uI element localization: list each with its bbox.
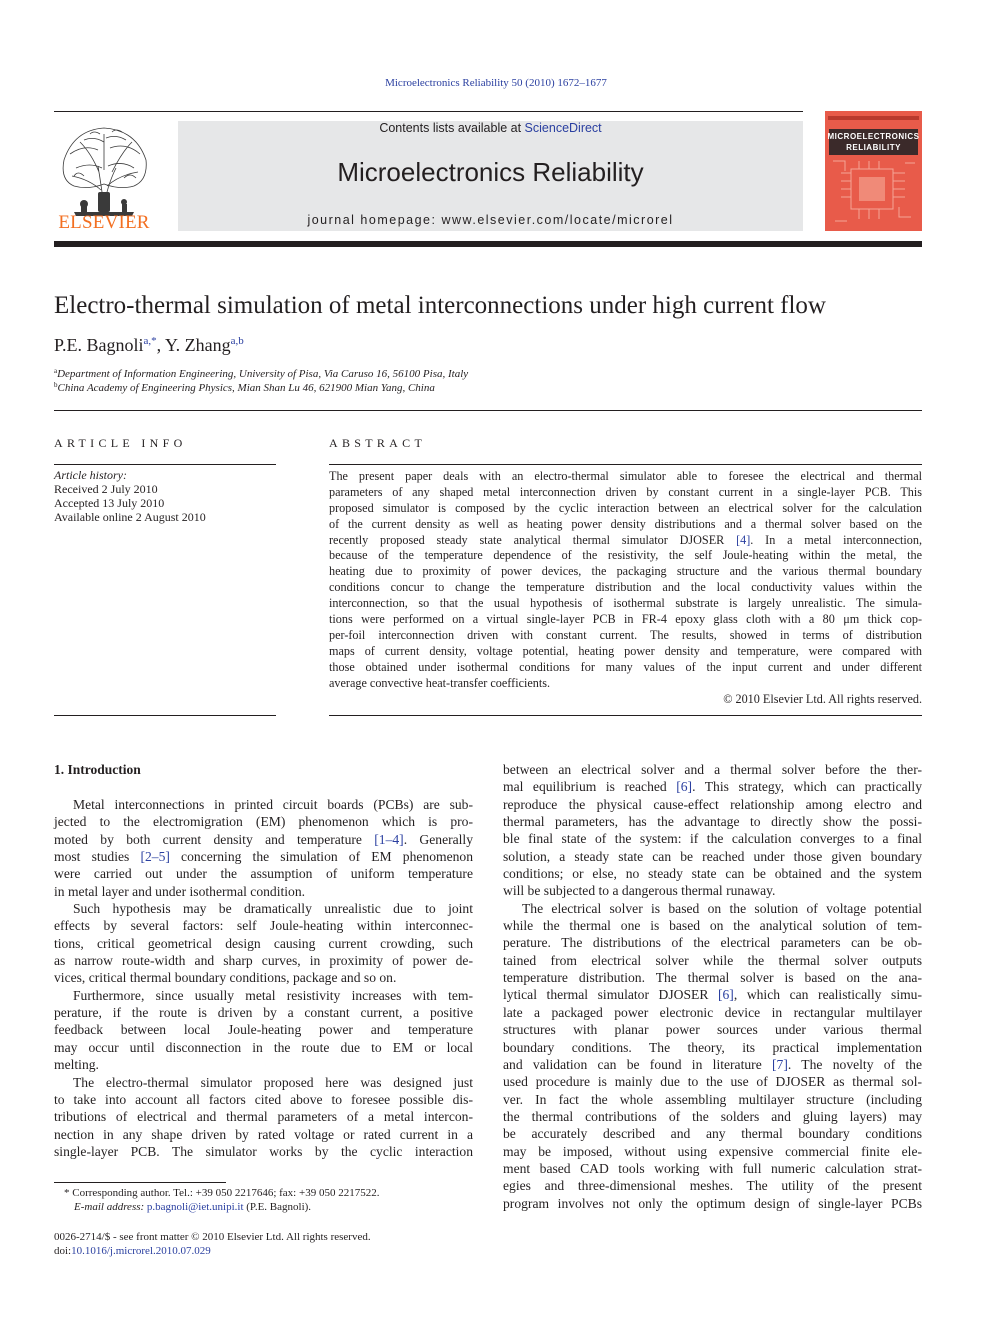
header-thick-rule xyxy=(54,241,922,247)
email-footnote xyxy=(74,1201,311,1213)
abstract-line: recently proposed steady state analytical thermal simulator DJOSER [4]. In a metal interconnection, xyxy=(329,532,922,547)
cover-title-line2: RELIABILITY xyxy=(846,143,901,152)
abstract-bottom-rule xyxy=(329,715,922,716)
body-line: Metal interconnections in printed circuit boards (PCBs) are sub- xyxy=(73,797,473,812)
cover-artwork-icon xyxy=(825,111,922,231)
body-line: effects by several factors: self Joule-heating within interconnec- xyxy=(54,918,473,934)
body-line: lytical thermal simulator DJOSER [6], which can realistically simu- xyxy=(503,987,922,1003)
body-line: will be subjected to a dangerous thermal runaway. xyxy=(503,883,776,899)
abstract-line: proposed simulator is composed by the cyclic interaction between an electrical solver for the calculation xyxy=(329,500,922,515)
body-line: program involves not only the optimum design of single-layer PCBs xyxy=(503,1195,922,1211)
body-line: temperature distribution. The thermal solver is based on the ana- xyxy=(503,970,922,986)
journal-homepage[interactable]: journal homepage: www.elsevier.com/locate/microrel xyxy=(307,213,674,227)
body-line: while the thermal one is based on the analytical solution of tem- xyxy=(503,918,922,934)
body-line: nection in any shape driven by rated voltage or rated current in a xyxy=(54,1126,473,1142)
author-name: Y. Zhang xyxy=(165,335,231,355)
journal-name: Microelectronics Reliability xyxy=(337,157,644,187)
header-rule xyxy=(54,111,803,112)
issn-line: 0026-2714/$ - see front matter © 2010 Elsevier Ltd. All rights reserved. xyxy=(54,1231,371,1243)
affiliation-a xyxy=(54,367,468,380)
copyright-notice: © 2010 Elsevier Ltd. All rights reserved. xyxy=(723,692,922,706)
abstract-line: those obtained under isothermal conditions for many values of the input current and under different xyxy=(329,659,922,674)
affiliation-b xyxy=(54,381,435,394)
body-line: The electrical solver is based on the solution of voltage potential xyxy=(522,900,922,916)
body-line: solution, a steady state can be reached under those given boundary xyxy=(503,848,922,864)
citation-link[interactable]: [6] xyxy=(676,779,693,795)
cover-title-line1: MICROELECTRONICS xyxy=(827,132,920,141)
body-line: ble final state of the system: if the calculation converges to a final xyxy=(503,831,922,847)
journal-header-box xyxy=(178,121,803,231)
history-label: Article history: xyxy=(54,468,127,482)
journal-citation[interactable]: Microelectronics Reliability 50 (2010) 1672–1677 xyxy=(385,77,607,89)
abstract-heading: ABSTRACT xyxy=(329,436,427,450)
affiliation-mark: b xyxy=(54,381,58,389)
corresponding-author-footnote: * Corresponding author. Tel.: +39 050 2217646; fax: +39 050 2217522. xyxy=(64,1187,380,1199)
body-line: perature. The distributions of the electrical parameters can be ob- xyxy=(503,935,922,951)
article-info-heading: ARTICLE INFO xyxy=(54,436,187,450)
contents-availability xyxy=(178,121,803,135)
email-link[interactable]: p.bagnoli@iet.unipi.it xyxy=(146,1201,244,1213)
citation-link[interactable]: [6] xyxy=(717,987,734,1003)
body-line: mal equilibrium is reached [6]. This strategy, which can practically xyxy=(503,779,922,795)
article-title: Electro-thermal simulation of metal interconnections under high current flow xyxy=(54,292,826,319)
abstract-line: of the current density as well as heating power density distributions and a thermal solver based on the xyxy=(329,516,922,531)
body-line: the thermal contributions of the solders and gluing layers) may xyxy=(503,1108,922,1124)
history-accepted: Accepted 13 July 2010 xyxy=(54,496,165,510)
affiliation-mark: a xyxy=(54,367,58,375)
email-suffix: (P.E. Bagnoli). xyxy=(243,1201,312,1213)
abstract-line: tions were performed on a virtual single-layer PCB in FR-4 epoxy glass cloth with a 80 μm thick cop- xyxy=(329,612,922,627)
body-line: thermal parameters, has the advantage to directly show the possi- xyxy=(503,814,922,830)
abstract-line: because of the temperature dependence of the resistivity, the self Joule-heating within the metal, the xyxy=(329,548,922,563)
body-line: tions, critical geometrical design causing current crowding, such xyxy=(54,935,473,951)
body-line: were carried out under the assumption of uniform temperature xyxy=(54,866,473,882)
author-affiliation-mark[interactable]: a,b xyxy=(230,335,244,347)
body-line: as narrow route-width and sharp curves, in proximity of power de- xyxy=(54,953,473,969)
section-heading-introduction: 1. Introduction xyxy=(54,762,141,777)
affiliation-text: China Academy of Engineering Physics, Mian Shan Lu 46, 621900 Mian Yang, China xyxy=(57,382,435,394)
body-line: late a packaged power electronic device in rectangular multilayer xyxy=(503,1004,922,1020)
body-column-left xyxy=(54,796,473,1160)
body-line: and validation can be found in literature [7]. The novelty of the xyxy=(503,1056,922,1072)
affiliation-text: Department of Information Engineering, University of Pisa, Via Caruso 16, 56100 Pisa, Italy xyxy=(57,368,469,380)
body-line: used procedure is mainly due to the use of DJOSER as thermal sol- xyxy=(503,1074,922,1090)
abstract-rule xyxy=(329,464,922,465)
body-line: ment based CAD tools working with full numeric calculation strat- xyxy=(503,1160,922,1176)
citation-link[interactable]: [2–5] xyxy=(140,849,170,865)
body-column-right xyxy=(503,761,922,1212)
email-label: E-mail address: xyxy=(74,1201,147,1213)
body-line: jected to the electromigration (EM) phenomenon which is pro- xyxy=(54,814,473,830)
abstract-text xyxy=(329,469,922,691)
body-line: most studies [2–5] concerning the simulation of EM phenomenon xyxy=(54,849,473,865)
body-line: Furthermore, since usually metal resistivity increases with tem- xyxy=(73,987,473,1003)
body-line: conditions; or else, no steady state can be obtained and the system xyxy=(503,866,922,882)
footnote-rule xyxy=(54,1182,226,1183)
abstract-line: heating due to proximity of power devices, the packaging structure and the various thermal boundary xyxy=(329,564,922,579)
body-line: egies and three-dimensional meshes. The utility of the present xyxy=(503,1178,922,1194)
doi-line xyxy=(54,1245,211,1257)
body-line: may be imposed, without using expensive commercial finite ele- xyxy=(503,1143,922,1159)
body-line: feedback between local Joule-heating power and temperature xyxy=(54,1022,473,1038)
body-line: tributions of electrical and thermal parameters of a metal intercon- xyxy=(54,1109,473,1125)
author-separator: , xyxy=(156,335,165,355)
body-line: melting. xyxy=(54,1057,99,1073)
contents-prefix: Contents lists available at xyxy=(379,121,525,135)
citation-link[interactable]: [1–4] xyxy=(374,831,404,847)
body-line: vices, critical thermal boundary conditions, package and so on. xyxy=(54,970,397,986)
abstract-line: maps of current density, voltage potential, heating power density and temperature, were compared with xyxy=(329,643,922,658)
body-line: be accurately described and any thermal boundary conditions xyxy=(503,1126,922,1142)
title-rule xyxy=(54,410,922,411)
author-affiliation-mark[interactable]: a,* xyxy=(143,335,157,347)
article-info-rule xyxy=(54,464,276,465)
journal-cover-thumbnail xyxy=(825,111,922,231)
body-line: moted by both current density and temperature [1–4]. Generally xyxy=(54,831,474,847)
body-line: The electro-thermal simulator proposed here was designed just xyxy=(73,1074,473,1090)
abstract-line: parameters of any shaped metal interconnection driven by constant current in a single-layer PCB. This xyxy=(329,484,922,499)
body-line: perature, if the route is driven by a constant current, a positive xyxy=(54,1005,473,1021)
body-line: Such hypothesis may be dramatically unrealistic due to joint xyxy=(73,901,473,917)
body-line: between an electrical solver and a thermal solver before the ther- xyxy=(503,762,922,777)
doi-link[interactable]: 10.1016/j.microrel.2010.07.029 xyxy=(71,1245,211,1257)
body-line: reproduce the physical cause-effect relationship among electro and xyxy=(503,796,922,812)
author-name: P.E. Bagnoli xyxy=(54,335,144,355)
citation-link[interactable]: [4] xyxy=(736,532,751,547)
elsevier-logo-text: ELSEVIER xyxy=(58,212,150,233)
author-list xyxy=(54,335,244,356)
abstract-line: per-foil interconnection driven with constant current. The results, showed in terms of distribution xyxy=(329,627,922,642)
history-online: Available online 2 August 2010 xyxy=(54,510,206,524)
body-line: tained from electrical solver while the thermal solver outputs xyxy=(503,952,922,968)
abstract-line: average convective heat-transfer coefficients. xyxy=(329,675,551,690)
body-line: single-layer PCB. The simulator works by the cyclic interaction xyxy=(54,1143,473,1159)
body-line: to take into account all factors cited above to foresee possible dis- xyxy=(54,1091,473,1107)
article-info-bottom-rule xyxy=(54,715,276,716)
body-line: in metal layer and under isothermal condition. xyxy=(54,883,306,899)
abstract-line: The present paper deals with an electro-thermal simulator able to foresee the electrical and thermal xyxy=(329,469,922,483)
history-received: Received 2 July 2010 xyxy=(54,482,158,496)
doi-label: doi: xyxy=(54,1245,72,1257)
abstract-line: conditions concur to change the temperature distribution and the local conductivity values within the xyxy=(329,580,922,595)
body-line: boundary conditions. The theory, its practical implementation xyxy=(503,1039,922,1055)
sciencedirect-link[interactable]: ScienceDirect xyxy=(524,121,602,135)
body-line: may occur until disconnection in the route due to EM or local xyxy=(54,1039,473,1055)
abstract-line: interconnection, so that the usual hypothesis of isothermal substrate is largely unrealistic. The simula- xyxy=(329,596,922,611)
body-line: ver. In fact the whole assembling multilayer structure (including xyxy=(503,1091,922,1107)
body-line: structures with planar power sources under various thermal xyxy=(503,1022,922,1038)
citation-link[interactable]: [7] xyxy=(772,1056,788,1072)
